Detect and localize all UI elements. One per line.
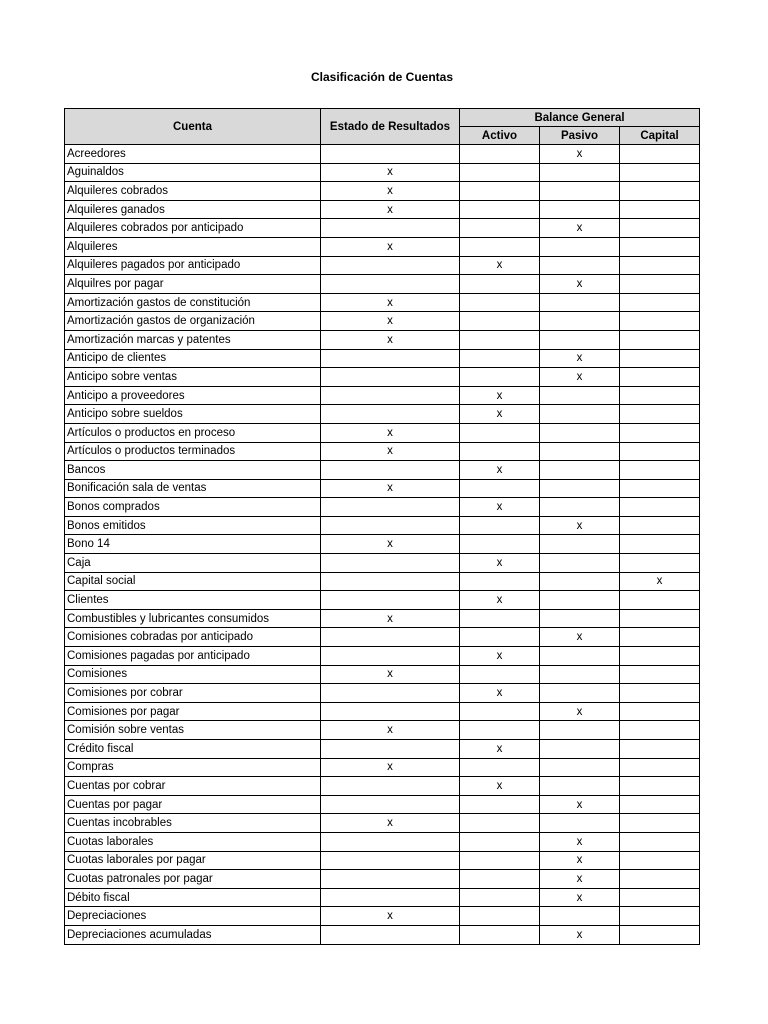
cell-activo [460,423,540,442]
page-title: Clasificación de Cuentas [310,70,454,84]
cell-activo [460,442,540,461]
cell-cuenta: Comisiones pagadas por anticipado [65,647,321,666]
cell-activo [460,907,540,926]
cell-cuenta: Alquilres por pagar [65,275,321,294]
cell-estado-resultados [321,832,460,851]
cell-activo: x [460,591,540,610]
table-row [65,237,700,256]
cell-cuenta: Artículos o productos terminados [65,442,321,461]
cell-estado-resultados: x [321,423,460,442]
cell-activo [460,349,540,368]
cell-estado-resultados: x [321,200,460,219]
cell-activo: x [460,405,540,424]
cell-cuenta: Alquileres [65,237,321,256]
cell-estado-resultados: x [321,442,460,461]
cell-cuenta: Anticipo de clientes [65,349,321,368]
table-row [65,368,700,387]
cell-pasivo: x [540,832,620,851]
cell-capital [620,851,700,870]
cell-cuenta: Alquileres pagados por anticipado [65,256,321,275]
cell-estado-resultados [321,368,460,387]
cell-estado-resultados [321,870,460,889]
cell-activo [460,609,540,628]
cell-pasivo: x [540,628,620,647]
cell-pasivo [540,572,620,591]
cell-pasivo [540,777,620,796]
cell-cuenta: Cuotas laborales [65,832,321,851]
table-row [65,219,700,238]
cell-capital [620,758,700,777]
cell-cuenta: Artículos o productos en proceso [65,423,321,442]
cell-cuenta: Comisión sobre ventas [65,721,321,740]
cell-activo [460,832,540,851]
table-row [65,386,700,405]
cell-cuenta: Compras [65,758,321,777]
cell-cuenta: Anticipo sobre sueldos [65,405,321,424]
cell-cuenta: Acreedores [65,145,321,164]
cell-estado-resultados [321,851,460,870]
cell-cuenta: Bonificación sala de ventas [65,479,321,498]
cell-capital [620,256,700,275]
cell-capital [620,907,700,926]
cell-activo [460,851,540,870]
cell-pasivo: x [540,851,620,870]
header-balance-general: Balance General [460,109,700,127]
cell-activo [460,795,540,814]
cell-estado-resultados [321,647,460,666]
cell-cuenta: Cuentas por cobrar [65,777,321,796]
cell-pasivo [540,386,620,405]
table-row [65,870,700,889]
cell-estado-resultados: x [321,609,460,628]
cell-estado-resultados: x [321,907,460,926]
cell-estado-resultados [321,256,460,275]
table-row [65,461,700,480]
table-header [65,109,700,145]
table-row [65,702,700,721]
cell-activo [460,516,540,535]
table-row [65,312,700,331]
cell-cuenta: Cuotas laborales por pagar [65,851,321,870]
cell-cuenta: Comisiones cobradas por anticipado [65,628,321,647]
cell-capital [620,684,700,703]
table-row [65,740,700,759]
cell-activo: x [460,461,540,480]
cell-activo: x [460,498,540,517]
cell-capital [620,442,700,461]
cell-pasivo [540,200,620,219]
cell-capital [620,479,700,498]
cell-cuenta: Cuotas patronales por pagar [65,870,321,889]
table-row [65,721,700,740]
table-row [65,200,700,219]
cell-capital [620,609,700,628]
cell-estado-resultados [321,498,460,517]
cell-estado-resultados [321,219,460,238]
cell-capital [620,665,700,684]
cell-capital [620,535,700,554]
cell-activo [460,888,540,907]
cell-pasivo [540,535,620,554]
table-row [65,442,700,461]
cell-capital [620,461,700,480]
cell-pasivo [540,405,620,424]
cell-capital [620,721,700,740]
table-row [65,405,700,424]
table-row [65,665,700,684]
table-row [65,423,700,442]
cell-estado-resultados: x [321,721,460,740]
cell-pasivo [540,461,620,480]
cell-activo [460,925,540,944]
cell-pasivo [540,330,620,349]
cell-estado-resultados [321,925,460,944]
cell-capital [620,405,700,424]
cell-pasivo: x [540,795,620,814]
cell-capital [620,832,700,851]
cell-pasivo [540,312,620,331]
table-row [65,591,700,610]
cell-cuenta: Bonos emitidos [65,516,321,535]
table-row [65,628,700,647]
cell-estado-resultados [321,405,460,424]
cell-estado-resultados [321,702,460,721]
cell-capital [620,275,700,294]
table-row [65,925,700,944]
cell-cuenta: Depreciaciones acumuladas [65,925,321,944]
table-row [65,814,700,833]
cell-capital [620,423,700,442]
cell-estado-resultados [321,795,460,814]
cell-estado-resultados: x [321,237,460,256]
cell-cuenta: Clientes [65,591,321,610]
cell-activo [460,814,540,833]
cell-cuenta: Bono 14 [65,535,321,554]
cell-capital [620,740,700,759]
cell-pasivo [540,665,620,684]
table-row [65,275,700,294]
cell-pasivo: x [540,219,620,238]
cell-estado-resultados: x [321,293,460,312]
cell-activo: x [460,777,540,796]
table-row [65,293,700,312]
table-row [65,777,700,796]
table-row [65,498,700,517]
cell-pasivo: x [540,516,620,535]
table-row [65,795,700,814]
cell-activo [460,145,540,164]
cell-cuenta: Amortización gastos de organización [65,312,321,331]
cell-capital [620,888,700,907]
cell-cuenta: Bonos comprados [65,498,321,517]
cell-capital [620,368,700,387]
cell-activo [460,721,540,740]
cell-estado-resultados: x [321,665,460,684]
table-row [65,758,700,777]
cell-estado-resultados [321,461,460,480]
cell-capital [620,219,700,238]
cell-cuenta: Comisiones por cobrar [65,684,321,703]
table-row [65,554,700,573]
cell-activo [460,293,540,312]
cell-pasivo [540,423,620,442]
cell-activo [460,163,540,182]
cell-capital [620,293,700,312]
cell-estado-resultados: x [321,814,460,833]
cell-pasivo [540,479,620,498]
cell-pasivo: x [540,870,620,889]
cell-pasivo: x [540,702,620,721]
cell-activo [460,628,540,647]
cell-estado-resultados: x [321,535,460,554]
cell-pasivo [540,591,620,610]
cell-pasivo [540,442,620,461]
cell-estado-resultados [321,777,460,796]
cell-capital [620,591,700,610]
header-estado-resultados: Estado de Resultados [321,109,460,145]
cell-capital [620,870,700,889]
cell-capital [620,498,700,517]
table-row [65,572,700,591]
cell-activo: x [460,684,540,703]
cell-cuenta: Bancos [65,461,321,480]
cell-estado-resultados [321,386,460,405]
cell-cuenta: Débito fiscal [65,888,321,907]
header-cuenta: Cuenta [65,109,321,145]
table-row [65,330,700,349]
cell-pasivo [540,237,620,256]
cell-estado-resultados [321,572,460,591]
table-row [65,479,700,498]
cell-cuenta: Alquileres ganados [65,200,321,219]
cell-capital [620,386,700,405]
table-row [65,647,700,666]
cell-pasivo [540,256,620,275]
table-row [65,907,700,926]
cell-cuenta: Crédito fiscal [65,740,321,759]
cell-capital: x [620,572,700,591]
cell-estado-resultados [321,145,460,164]
cell-pasivo [540,609,620,628]
cell-estado-resultados: x [321,758,460,777]
cell-capital [620,330,700,349]
cell-activo [460,200,540,219]
cell-capital [620,237,700,256]
cell-cuenta: Cuentas por pagar [65,795,321,814]
cell-pasivo [540,647,620,666]
cell-estado-resultados: x [321,163,460,182]
cell-cuenta: Combustibles y lubricantes consumidos [65,609,321,628]
cell-estado-resultados: x [321,330,460,349]
cell-activo [460,182,540,201]
cell-activo [460,312,540,331]
cell-cuenta: Amortización marcas y patentes [65,330,321,349]
cell-capital [620,554,700,573]
cell-pasivo [540,907,620,926]
table-row [65,349,700,368]
cell-activo [460,535,540,554]
cell-estado-resultados [321,740,460,759]
table-row [65,535,700,554]
cell-estado-resultados: x [321,479,460,498]
cell-capital [620,163,700,182]
cell-pasivo: x [540,349,620,368]
cell-activo [460,758,540,777]
cell-estado-resultados [321,684,460,703]
cell-activo [460,237,540,256]
cell-activo: x [460,386,540,405]
cell-capital [620,145,700,164]
cell-pasivo: x [540,368,620,387]
cell-activo [460,665,540,684]
header-capital: Capital [620,127,700,145]
cell-estado-resultados: x [321,182,460,201]
cell-capital [620,795,700,814]
cell-capital [620,516,700,535]
cell-pasivo: x [540,145,620,164]
table-row [65,163,700,182]
cell-activo [460,368,540,387]
cell-cuenta: Capital social [65,572,321,591]
cell-capital [620,628,700,647]
cell-capital [620,702,700,721]
table-row [65,888,700,907]
table-row [65,256,700,275]
cell-pasivo [540,740,620,759]
cell-cuenta: Cuentas incobrables [65,814,321,833]
cell-cuenta: Caja [65,554,321,573]
cell-pasivo [540,182,620,201]
cell-activo [460,702,540,721]
cell-pasivo [540,554,620,573]
cell-pasivo [540,498,620,517]
cell-pasivo: x [540,925,620,944]
cell-activo [460,479,540,498]
table-row [65,145,700,164]
cell-estado-resultados [321,591,460,610]
cell-cuenta: Alquileres cobrados [65,182,321,201]
table-row [65,684,700,703]
cell-cuenta: Anticipo a proveedores [65,386,321,405]
cell-cuenta: Amortización gastos de constitución [65,293,321,312]
cell-cuenta: Anticipo sobre ventas [65,368,321,387]
cell-pasivo [540,293,620,312]
header-pasivo: Pasivo [540,127,620,145]
cell-estado-resultados [321,275,460,294]
cell-pasivo: x [540,888,620,907]
header-activo: Activo [460,127,540,145]
cell-capital [620,814,700,833]
cell-pasivo [540,814,620,833]
table-row [65,851,700,870]
cell-capital [620,925,700,944]
cell-estado-resultados [321,516,460,535]
table-row [65,832,700,851]
cell-pasivo [540,758,620,777]
cell-cuenta: Aguinaldos [65,163,321,182]
cell-capital [620,777,700,796]
accounts-table [64,108,700,945]
cell-pasivo [540,163,620,182]
cell-cuenta: Alquileres cobrados por anticipado [65,219,321,238]
cell-activo: x [460,554,540,573]
cell-estado-resultados [321,349,460,368]
cell-pasivo: x [540,275,620,294]
cell-estado-resultados [321,554,460,573]
cell-activo: x [460,256,540,275]
cell-estado-resultados: x [321,312,460,331]
table-body [65,145,700,945]
cell-capital [620,312,700,331]
table-row [65,182,700,201]
cell-activo [460,572,540,591]
cell-activo [460,330,540,349]
table-row [65,516,700,535]
cell-activo [460,870,540,889]
table-row [65,609,700,628]
cell-pasivo [540,721,620,740]
cell-capital [620,182,700,201]
cell-estado-resultados [321,628,460,647]
cell-activo: x [460,647,540,666]
cell-capital [620,647,700,666]
cell-capital [620,349,700,368]
cell-activo [460,219,540,238]
cell-estado-resultados [321,888,460,907]
cell-capital [620,200,700,219]
cell-cuenta: Comisiones por pagar [65,702,321,721]
cell-activo [460,275,540,294]
cell-pasivo [540,684,620,703]
cell-cuenta: Comisiones [65,665,321,684]
cell-cuenta: Depreciaciones [65,907,321,926]
cell-activo: x [460,740,540,759]
